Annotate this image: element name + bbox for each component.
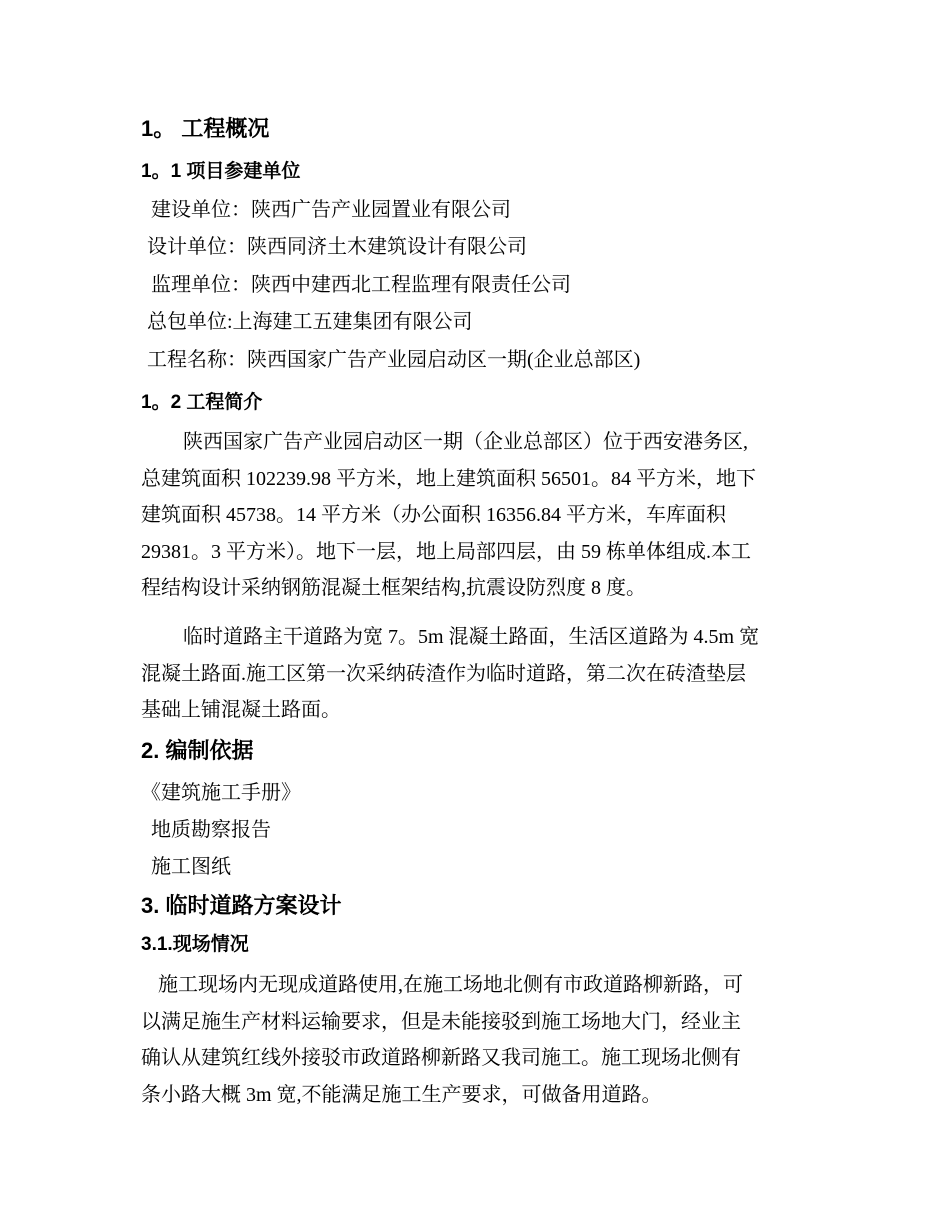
heading-site-conditions: 3.1.现场情况	[141, 934, 249, 955]
intro-paragraph-2-line: 基础上铺混凝土路面。	[141, 699, 341, 722]
intro-paragraph-2-line: 混凝土路面.施工区第一次采纳砖渣作为临时道路，第二次在砖渣垫层	[141, 662, 746, 685]
intro-paragraph-1-line: 29381。3 平方米）。地下一层，地上局部四层，由 59 栋单体组成.本工	[141, 540, 751, 563]
unit-line-owner: 建设单位：陕西广告产业园置业有限公司	[151, 199, 511, 221]
heading-project-overview: 1。 工程概况	[141, 116, 270, 141]
site-conditions-line: 以满足施生产材料运输要求，但是未能接驳到施工场地大门，经业主	[141, 1010, 741, 1033]
site-conditions-line: 施工现场内无现成道路使用,在施工场地北侧有市政道路柳新路，可	[158, 974, 743, 996]
site-conditions-line: 确认从建筑红线外接驳市政道路柳新路又我司施工。施工现场北侧有	[141, 1047, 741, 1070]
unit-line-contractor: 总包单位:上海建工五建集团有限公司	[147, 311, 473, 333]
heading-road-design: 3. 临时道路方案设计	[141, 893, 342, 918]
heading-participating-units: 1。1 项目参建单位	[141, 161, 301, 182]
intro-paragraph-1	[141, 424, 809, 607]
site-conditions-paragraph	[141, 967, 809, 1113]
unit-line-project-name: 工程名称：陕西国家广告产业园启动区一期(企业总部区)	[147, 349, 641, 371]
intro-paragraph-1-line: 总建筑面积 102239.98 平方米，地上建筑面积 56501。84 平方米，地下	[141, 467, 756, 490]
basis-item-geology-report: 地质勘察报告	[151, 819, 271, 841]
intro-paragraph-1-line: 建筑面积 45738。14 平方米（办公面积 16356.84 平方米，车库面积	[141, 504, 726, 527]
basis-item-drawings: 施工图纸	[151, 856, 231, 878]
intro-paragraph-1-line: 程结构设计采纳钢筋混凝土框架结构,抗震设防烈度 8 度。	[141, 577, 646, 600]
site-conditions-line: 条小路大概 3m 宽,不能满足施工生产要求，可做备用道路。	[141, 1083, 662, 1106]
heading-compilation-basis: 2. 编制依据	[141, 738, 254, 763]
unit-line-designer: 设计单位：陕西同济土木建筑设计有限公司	[147, 236, 527, 258]
basis-item-handbook: 《建筑施工手册》	[141, 782, 301, 804]
intro-paragraph-2-line: 临时道路主干道路为宽 7。5m 混凝土路面，生活区道路为 4.5m 宽	[183, 626, 760, 648]
unit-line-supervisor: 监理单位：陕西中建西北工程监理有限责任公司	[151, 274, 571, 296]
intro-paragraph-1-line: 陕西国家广告产业园启动区一期（企业总部区）位于西安港务区,	[183, 431, 748, 453]
heading-project-intro: 1。2 工程简介	[141, 392, 263, 413]
intro-paragraph-2	[141, 619, 809, 729]
